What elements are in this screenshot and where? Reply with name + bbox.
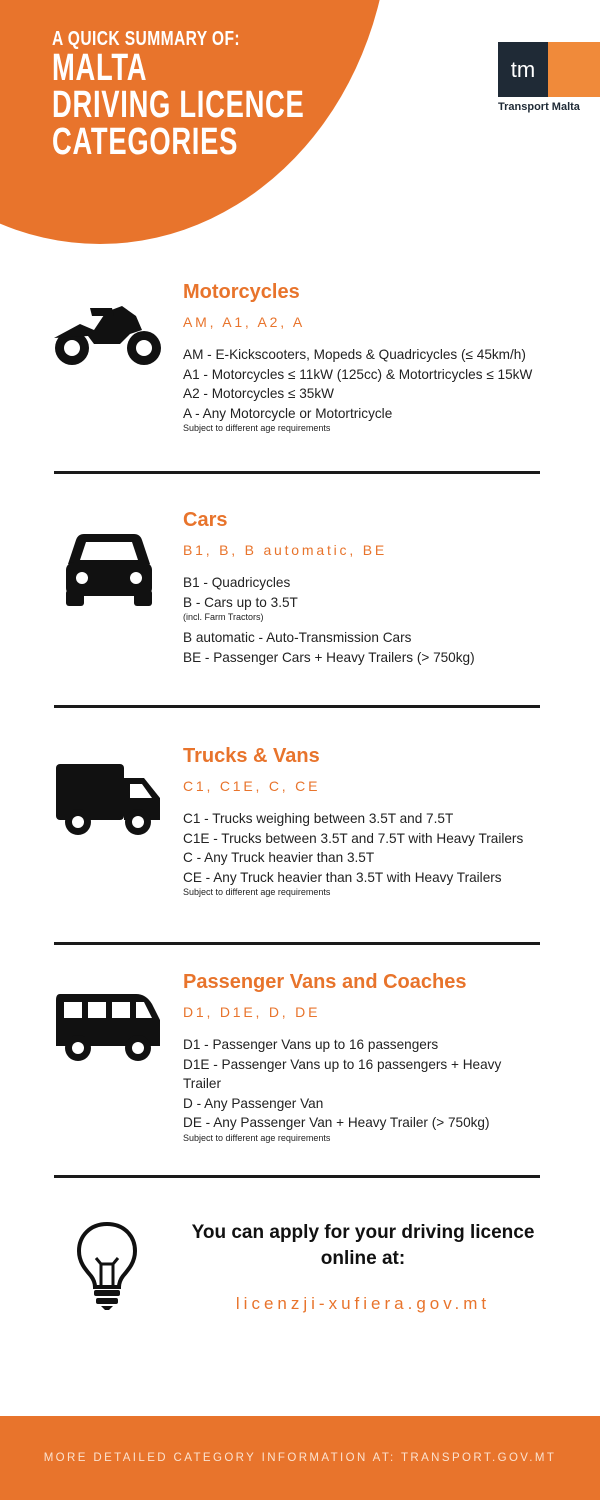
section-divider — [54, 1175, 540, 1178]
logo-mark — [498, 42, 600, 97]
category-item: D1E - Passenger Vans up to 16 passengers + Heavy Trailer — [183, 1056, 502, 1091]
truck-icon — [50, 762, 168, 842]
category-item: B automatic - Auto-Transmission Cars — [183, 630, 412, 645]
category-item: A2 - Motorcycles ≤ 35kW — [183, 386, 334, 401]
logo-mark-text: tm — [498, 42, 548, 97]
category-item: D - Any Passenger Van — [183, 1095, 324, 1111]
category-item: D1 - Passenger Vans up to 16 passengers — [183, 1037, 439, 1052]
category-list — [183, 1035, 533, 1144]
title-line: DRIVING LICENCE — [52, 84, 305, 126]
section-title: Passenger Vans and Coaches — [183, 971, 467, 993]
licence-website-link[interactable]: licenzji-xufiera.gov.mt — [235, 1294, 491, 1313]
section-divider — [54, 942, 540, 945]
section-text — [183, 280, 593, 439]
category-item: DE - Any Passenger Van + Heavy Trailer (> 750kg) — [183, 1115, 490, 1130]
age-note: Subject to different age requirements — [183, 887, 331, 897]
bus-icon — [50, 990, 168, 1070]
category-item: C - Any Truck heavier than 3.5T — [183, 850, 375, 865]
category-list — [183, 345, 593, 434]
lightbulb-icon — [74, 1220, 140, 1312]
logo-mark-orange — [548, 42, 600, 97]
age-note: Subject to different age requirements — [183, 1132, 331, 1143]
section-text — [183, 970, 593, 1149]
section-divider — [54, 471, 540, 474]
category-list — [183, 809, 593, 898]
title-line: MALTA — [52, 47, 148, 89]
section-title: Motorcycles — [183, 281, 300, 303]
category-item: A1 - Motorcycles ≤ 11kW (125cc) & Motortricycles ≤ 15kW — [183, 366, 533, 382]
category-item: A - Any Motorcycle or Motortricycle — [183, 405, 393, 421]
age-note: Subject to different age requirements — [183, 423, 331, 433]
logo-name: Transport Malta — [498, 101, 580, 113]
section-text — [183, 508, 593, 667]
apply-online-callout — [183, 1220, 543, 1314]
category-item: C1 - Trucks weighing between 3.5T and 7.5T — [183, 811, 454, 826]
transport-malta-logo — [498, 42, 600, 113]
section-title: Cars — [183, 509, 228, 531]
category-list — [183, 573, 593, 667]
footer-bar — [0, 1416, 600, 1500]
section-text — [183, 744, 593, 903]
motorcycle-icon — [50, 300, 168, 380]
section-codes: B1, B, B automatic, BE — [183, 542, 387, 558]
section-title: Trucks & Vans — [183, 745, 320, 767]
section-divider — [54, 705, 540, 708]
category-item: B - Cars up to 3.5T — [183, 594, 298, 610]
section-codes: C1, C1E, C, CE — [183, 778, 321, 794]
section-codes: D1, D1E, D, DE — [183, 1004, 321, 1020]
category-sub-note: (incl. Farm Tractors) — [183, 612, 264, 622]
category-item: CE - Any Truck heavier than 3.5T with Heavy Trailers — [183, 869, 502, 885]
page-title — [52, 47, 305, 163]
cta-text: You can apply for your driving licence online at: — [191, 1222, 535, 1269]
category-item: B1 - Quadricycles — [183, 575, 291, 590]
title-line: CATEGORIES — [52, 121, 239, 163]
category-item: AM - E-Kickscooters, Mopeds & Quadricycles (≤ 45km/h) — [183, 347, 526, 362]
category-item: BE - Passenger Cars + Heavy Trailers (> 750kg) — [183, 649, 475, 665]
car-icon — [50, 530, 168, 610]
header-subtitle: A QUICK SUMMARY OF: — [52, 28, 240, 50]
footer-text: MORE DETAILED CATEGORY INFORMATION AT: TRANSPORT.GOV.MT — [43, 1452, 557, 1464]
section-codes: AM, A1, A2, A — [183, 314, 306, 330]
category-item: C1E - Trucks between 3.5T and 7.5T with Heavy Trailers — [183, 830, 524, 846]
